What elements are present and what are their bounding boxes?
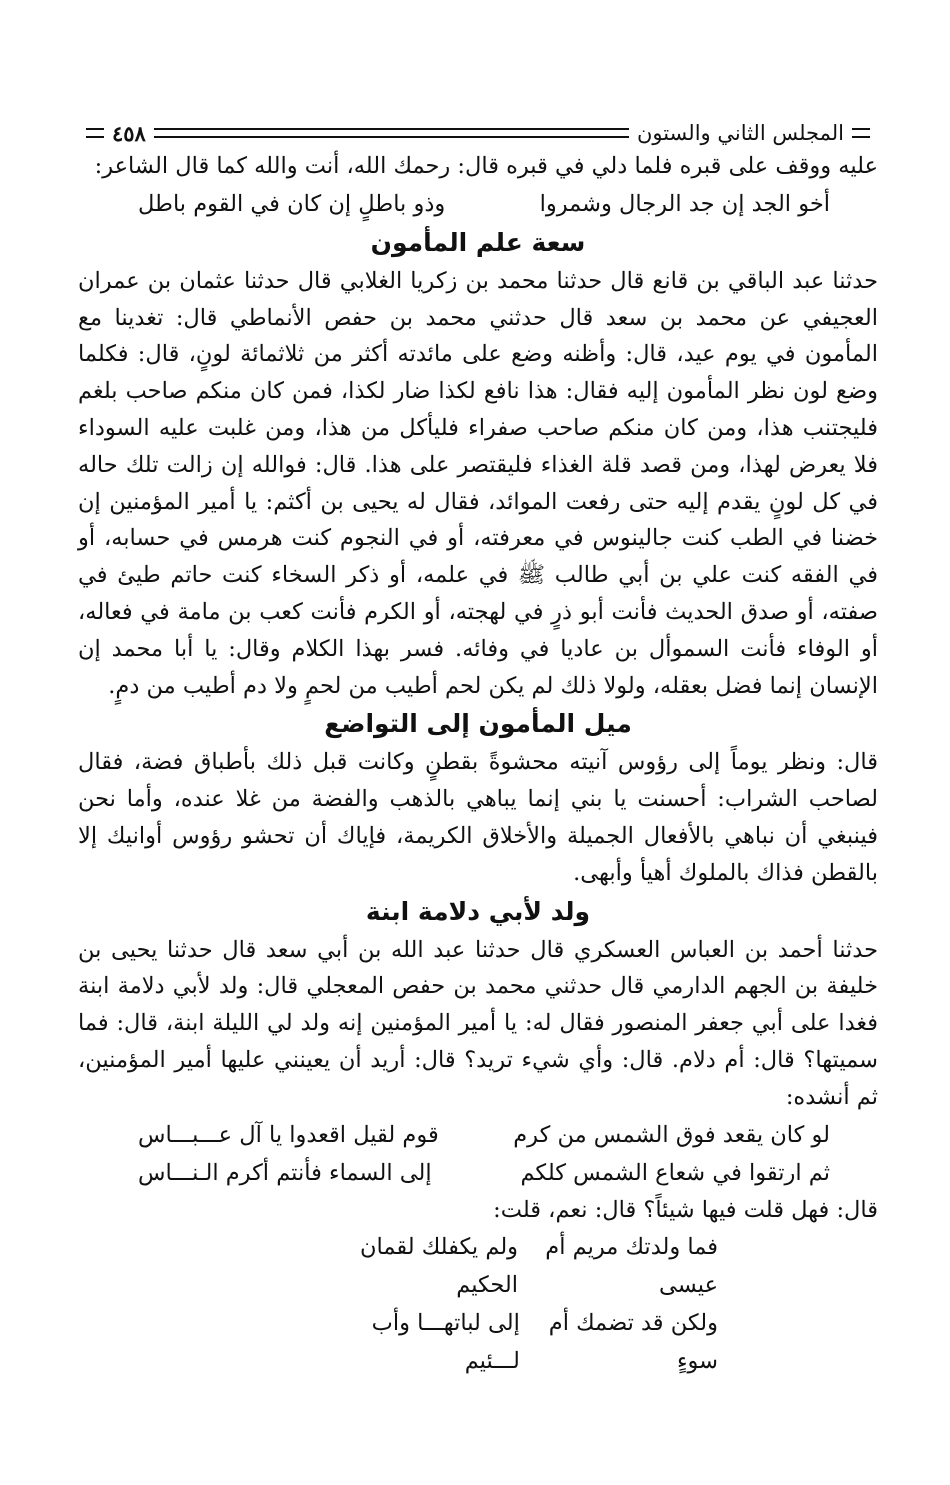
section-title: ميل المأمون إلى التواضع bbox=[324, 709, 632, 739]
header-title: المجلس الثاني والستون bbox=[636, 121, 844, 145]
verse-first-hemistich: لو كان يقعد فوق الشمس من كرم bbox=[513, 1121, 830, 1148]
verse-first-hemistich: ولكن قد تضمك أم سوءٍ bbox=[548, 1310, 718, 1375]
page-number: ٤٥٨ bbox=[112, 120, 146, 146]
section-paragraph: حدثنا أحمد بن العباس العسكري قال حدثنا عبد الله بن أبي سعد قال حدثنا يحيى بن خليفة بن الجهم الدارمي قال حدثني محمد بن حفص المعجلي قال: ولد لأبي دلامة ابنة فغدا على أبي جعفر المنصور فقال له: يا أمير المؤمنين إنه ولد لي الليلة ابنة، قال: فما سميتها؟ قال: أم دلام. قال: وأي شيء تريد؟ قال: أريد أن يعينني عليها أمير المؤمنين، ثم أنشده: bbox=[78, 936, 878, 1110]
book-page bbox=[78, 118, 878, 1380]
poem-verse bbox=[78, 1116, 878, 1154]
verse-second-hemistich: إلى لباتهـــا وأب لـــئيم bbox=[371, 1310, 520, 1375]
section-paragraph: قال: ونظر يوماً إلى رؤوس آنيته محشوةً بقطنٍ وكانت قبل ذلك بأطباق فضة، فقال لصاحب الشراب: أحسنت يا بني إنما يباهي بالذهب والفضة من غلا عنده، وأما نحن فينبغي أن نباهي بالأفعال الجميلة والأخلاق الكريمة، فإياك أن تحشو رؤوس أوانيك إلا بالقطن فذاك بالملوك أهيأ وأبهى. bbox=[78, 749, 878, 886]
verse-second-hemistich: وذو باطلٍ إن كان في القوم باطل bbox=[138, 190, 446, 217]
poem-verse bbox=[78, 1228, 878, 1304]
verse-second-hemistich: قوم لقيل اقعدوا يا آل عـــبـــاس bbox=[138, 1121, 439, 1148]
intro-line: عليه ووقف على قبره فلما دلي في قبره قال: رحمك الله، أنت والله كما قال الشاعر: bbox=[94, 153, 878, 179]
header-rule bbox=[154, 128, 629, 138]
verse-second-hemistich: ولم يكفلك لقمان الحكيم bbox=[359, 1234, 519, 1299]
verse-first-hemistich: ثم ارتقوا في شعاع الشمس كلكم bbox=[520, 1159, 830, 1186]
poem-verse bbox=[78, 1304, 878, 1380]
header-rule bbox=[852, 128, 870, 138]
verse-first-hemistich: فما ولدتك مريم أم عيسى bbox=[545, 1234, 718, 1299]
header-rule bbox=[86, 128, 104, 138]
poem-verse bbox=[78, 1154, 878, 1192]
section-title: ولد لأبي دلامة ابنة bbox=[365, 896, 591, 926]
section-title: سعة علم المأمون bbox=[370, 227, 586, 257]
section-paragraph: حدثنا عبد الباقي بن قانع قال حدثنا محمد بن زكريا الغلابي قال حدثنا عثمان بن عمران العجيفي عن محمد بن سعد قال حدثني محمد بن حفص الأنماطي قال: تغدينا مع المأمون في يوم عيد، قال: وأظنه وضع على مائدته أكثر من ثلاثمائة لونٍ، قال: فكلما وضع لون نظر المأمون إليه فقال: هذا نافع لكذا ضار لكذا، فمن كان منكم صاحب بلغم فليجتنب هذا، ومن كان منكم صاحب صفراء فليأكل من هذا، ومن غلبت عليه السوداء فلا يعرض لهذا، ومن قصد قلة الغذاء فليقتصر على هذا. قال: فوالله إن زالت تلك حاله في كل لونٍ يقدم إليه حتى رفعت الموائد، فقال له يحيى بن أكثم: يا أمير المؤمنين إن خضنا في الطب كنت جالينوس في معرفته، أو في النجوم كنت هرمس في حسابه، أو في الفقه كنت علي بن أبي طالب ﷺ في علمه، أو ذكر السخاء كنت حاتم طيئ في صفته، أو صدق الحديث فأنت أبو ذرٍ في لهجته، أو الكرم فأنت كعب بن مامة في فعاله، أو الوفاء فأنت السموأل بن عاديا في وفائه. فسر بهذا الكلام وقال: يا أبا محمد إن الإنسان إنما فضل بعقله، ولولا ذلك لم يكن لحم أطيب من لحمٍ ولا دم أطيب من دمٍ. bbox=[78, 267, 878, 699]
poem-verse bbox=[78, 185, 878, 223]
dialogue-line: قال: فهل قلت فيها شيئاً؟ قال: نعم، قلت: bbox=[493, 1196, 878, 1223]
running-header bbox=[78, 118, 878, 148]
verse-first-hemistich: أخو الجد إن جد الرجال وشمروا bbox=[539, 190, 830, 217]
verse-second-hemistich: إلى السماء فأنتم أكرم الـنـــاس bbox=[138, 1159, 432, 1186]
